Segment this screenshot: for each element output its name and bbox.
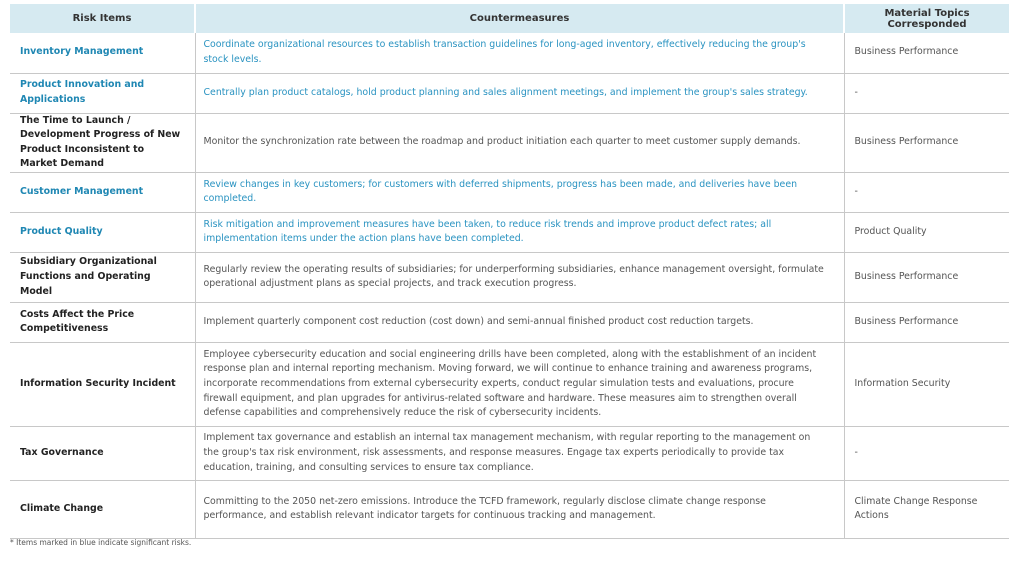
topic-cell: Business Performance (844, 33, 1009, 73)
risk-item-cell: Subsidiary Organizational Functions and Operating Model (10, 252, 195, 302)
risk-item-cell: Tax Governance (10, 426, 195, 480)
table-row (10, 302, 1009, 342)
topic-cell: - (844, 172, 1009, 212)
table-row (10, 252, 1009, 302)
topic-cell: - (844, 426, 1009, 480)
risk-item-cell: Customer Management (10, 172, 195, 212)
topic-cell: Business Performance (844, 113, 1009, 172)
table-row (10, 172, 1009, 212)
risk-item-cell: Costs Affect the Price Competitiveness (10, 302, 195, 342)
risk-item-cell: Information Security Incident (10, 342, 195, 426)
risk-table (10, 4, 1009, 539)
topic-cell: - (844, 73, 1009, 113)
topic-cell: Business Performance (844, 302, 1009, 342)
table-row (10, 212, 1009, 252)
table-row (10, 33, 1009, 73)
risk-item-cell: Climate Change (10, 480, 195, 538)
topic-cell: Climate Change Response Actions (844, 480, 1009, 538)
table-row (10, 113, 1009, 172)
table-row (10, 426, 1009, 480)
countermeasure-cell: Committing to the 2050 net-zero emissions. Introduce the TCFD framework, regularly disclose climate change response performance, and establish relevant indicator targets for continuous tracking and management. (195, 480, 844, 538)
countermeasure-cell: Employee cybersecurity education and social engineering drills have been completed, along with the establishment of an incident response plan and internal reporting mechanism. Moving forward, we will continue to enhance training and awareness programs, incorporate recommendations from external cybersecurity experts, conduct regular simulation tests and evaluations, procure firewall equipment, and plan upgrades for antivirus-related software and hardware. These measures aim to strengthen overall defense capabilities and comprehensively reduce the risk of cybersecurity incidents. (195, 342, 844, 426)
table-row (10, 73, 1009, 113)
countermeasure-cell: Review changes in key customers; for customers with deferred shipments, progress has been made, and deliveries have been completed. (195, 172, 844, 212)
header-material-topics: Material Topics Corresponded (844, 4, 1009, 33)
risk-item-cell: Product Innovation and Applications (10, 73, 195, 113)
header-countermeasures: Countermeasures (195, 4, 844, 33)
countermeasure-cell: Implement quarterly component cost reduction (cost down) and semi-annual finished product cost reduction targets. (195, 302, 844, 342)
topic-cell: Business Performance (844, 252, 1009, 302)
footnote: * Items marked in blue indicate significant risks. (10, 538, 192, 547)
countermeasure-cell: Risk mitigation and improvement measures have been taken, to reduce risk trends and improve product defect rates; all implementation items under the action plans have been completed. (195, 212, 844, 252)
table-row (10, 342, 1009, 426)
countermeasure-cell: Monitor the synchronization rate between the roadmap and product initiation each quarter to meet customer supply demands. (195, 113, 844, 172)
risk-item-cell: Inventory Management (10, 33, 195, 73)
header-risk-items: Risk Items (10, 4, 195, 33)
table-header-row (10, 4, 1009, 33)
countermeasure-cell: Coordinate organizational resources to establish transaction guidelines for long-aged inventory, effectively reducing the group's stock levels. (195, 33, 844, 73)
topic-cell: Information Security (844, 342, 1009, 426)
countermeasure-cell: Regularly review the operating results of subsidiaries; for underperforming subsidiaries, enhance management oversight, formulate operational adjustment plans as special projects, and track execution progress. (195, 252, 844, 302)
risk-item-cell: Product Quality (10, 212, 195, 252)
topic-cell: Product Quality (844, 212, 1009, 252)
countermeasure-cell: Implement tax governance and establish an internal tax management mechanism, with regular reporting to the management on the group's tax risk environment, risk assessments, and response measures. Engage tax experts periodically to provide tax education, training, and consulting services to ensure tax compliance. (195, 426, 844, 480)
risk-item-cell: The Time to Launch / Development Progress of New Product Inconsistent to Market Demand (10, 113, 195, 172)
countermeasure-cell: Centrally plan product catalogs, hold product planning and sales alignment meetings, and implement the group's sales strategy. (195, 73, 844, 113)
table-row (10, 480, 1009, 538)
